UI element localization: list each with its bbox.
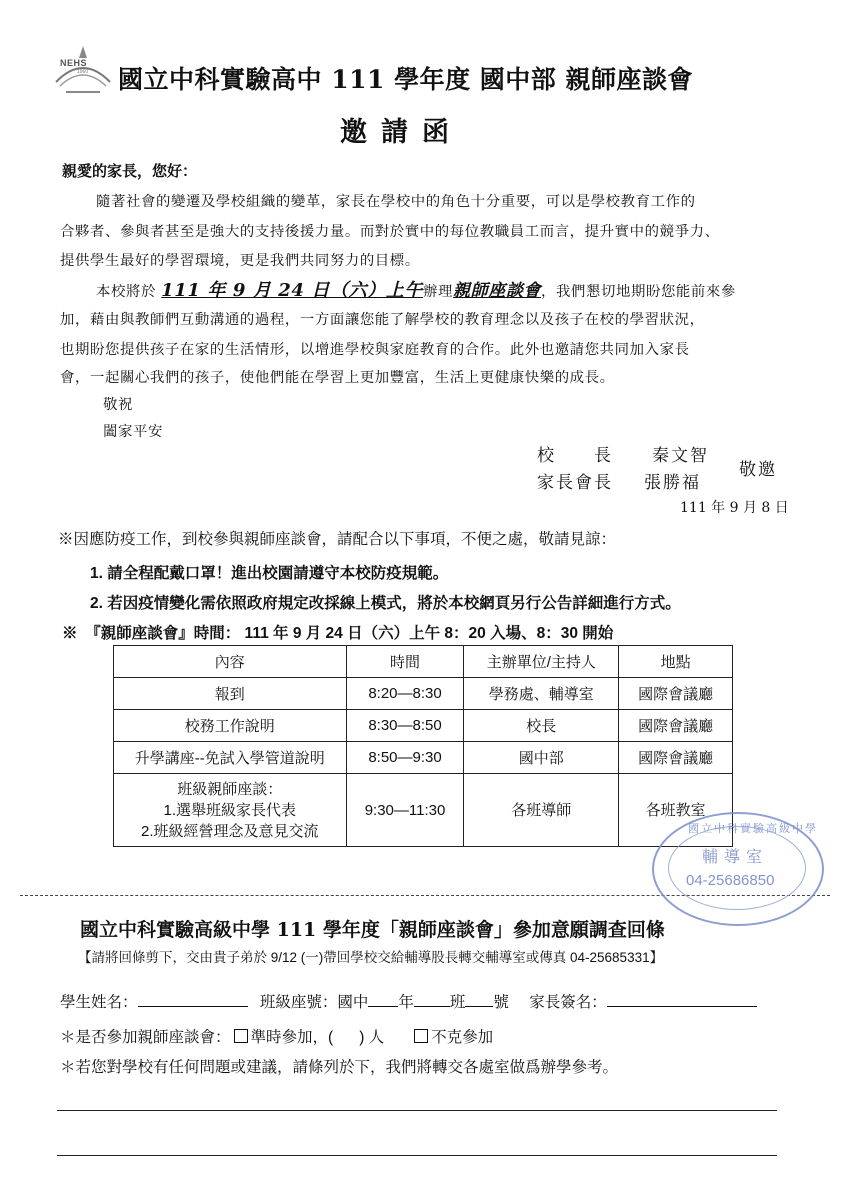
closing-line-2: 闔家平安 <box>103 424 163 440</box>
text-segment: 本校將於 <box>96 284 162 300</box>
signer-principal-name: 秦文智 <box>652 446 709 466</box>
table-cell: 各班導師 <box>464 774 619 847</box>
table-cell <box>114 774 347 847</box>
table-row <box>114 710 733 742</box>
attend-checkbox[interactable] <box>234 1029 248 1043</box>
suggestion-prompt: ＊若您對學校有任何問題或建議，請條列於下，我們將轉交各處室做爲辦學參考。 <box>60 1059 619 1076</box>
decline-checkbox[interactable] <box>414 1029 428 1043</box>
paragraph-line <box>96 276 736 302</box>
table-cell: 校長 <box>464 710 619 742</box>
header-cell: 時間 <box>346 646 464 678</box>
paragraph-line: 也期盼您提供孩子在家的生活情形，以增進學校與家庭教育的合作。此外也邀請您共同加入家長 <box>60 342 690 358</box>
attend-option: 準時參加，( <box>250 1029 334 1046</box>
cell-line: 1.選舉班級家長代表 <box>163 801 297 819</box>
office-stamp <box>652 812 824 926</box>
schedule-table <box>113 645 733 847</box>
table-cell: 學務處、輔導室 <box>464 678 619 710</box>
class-label: 班 <box>449 994 466 1011</box>
decline-option: 不克參加 <box>431 1029 494 1046</box>
grade-field[interactable] <box>368 992 398 1007</box>
form-note: 【請將回條剪下，交由貴子弟於 9/12 (一)帶回學校交給輔導股長轉交輔導室或傳真 04-25685331】 <box>78 950 664 965</box>
notice-item-1: 1. 請全程配戴口罩！進出校園請遵守本校防疫規範。 <box>90 565 449 582</box>
paragraph-line: 隨著社會的變遷及學校組織的變革，家長在學校中的角色十分重要，可以是學校教育工作的 <box>96 194 696 210</box>
logo-year: 1960 <box>77 69 89 75</box>
table-cell: 國際會議廳 <box>619 710 733 742</box>
table-cell: 各班教室 <box>619 774 733 847</box>
class-field[interactable] <box>414 992 450 1007</box>
text-segment: 辦理 <box>423 284 454 300</box>
table-cell: 9:30—11:30 <box>346 774 464 847</box>
table-cell: 8:20—8:30 <box>346 678 464 710</box>
table-cell: 報到 <box>114 678 347 710</box>
event-name: 親師座談會 <box>453 281 542 301</box>
table-cell: 國際會議廳 <box>619 678 733 710</box>
event-date: 111 年 9 月 24 日（六）上午 <box>161 280 424 301</box>
closing-line-1: 敬祝 <box>103 397 133 413</box>
greeting: 親愛的家長，您好： <box>62 162 198 180</box>
table-cell: 國中部 <box>464 742 619 774</box>
school-logo <box>52 44 114 104</box>
cell-line: 2.班級經營理念及意見交流 <box>141 822 319 840</box>
notice-item-2: 2. 若因疫情變化需依照政府規定改採線上模式，將於本校網頁另行公告詳細進行方式。 <box>90 595 681 612</box>
meeting-time: ※ 『親師座談會』時間： 111 年 9 月 24 日（六）上午 8：20 入場、8：30 開始 <box>62 625 614 642</box>
attendance-row <box>60 1025 493 1047</box>
paragraph-line: 提供學生最好的學習環境，更是我們共同努力的目標。 <box>60 253 420 269</box>
suggestion-line[interactable] <box>57 1155 777 1156</box>
page-title: 國立中科實驗高中 111 學年度 國中部 親師座談會 <box>118 65 694 94</box>
logo-text: NEHS <box>60 58 88 68</box>
table-cell: 國際會議廳 <box>619 742 733 774</box>
page-subtitle: 邀請函 <box>340 117 463 148</box>
stamp-school: 國立中科實驗高級中學 <box>688 822 818 835</box>
table-row <box>114 678 733 710</box>
paragraph-line: 合夥者、參與者甚至是強大的支持後援力量。而對於實中的每位教職員工而言，提升實中的競爭力、 <box>60 224 720 240</box>
class-seat-label: 班級座號：國中 <box>259 994 369 1011</box>
table-row <box>114 774 733 847</box>
notice-intro: ※因應防疫工作，到校參與親師座談會，請配合以下事項，不便之處，敬請見諒： <box>58 531 617 548</box>
table-cell: 8:50—9:30 <box>346 742 464 774</box>
header-cell: 內容 <box>114 646 347 678</box>
student-name-field[interactable] <box>138 992 248 1007</box>
parent-signature-field[interactable] <box>607 992 757 1007</box>
paragraph-line: 會，一起關心我們的孩子，使他們能在學習上更加豐富，生活上更健康快樂的成長。 <box>60 370 615 386</box>
parent-signature-label: 家長簽名： <box>529 994 607 1011</box>
header-cell: 主辦單位/主持人 <box>464 646 619 678</box>
student-name-label: 學生姓名： <box>60 994 138 1011</box>
suggestion-line[interactable] <box>57 1110 777 1111</box>
table-cell: 校務工作說明 <box>114 710 347 742</box>
respect-word: 敬邀 <box>739 460 777 480</box>
form-fields-row <box>60 990 757 1012</box>
stamp-office: 輔導室 <box>702 847 769 866</box>
signer-parent-name: 張勝福 <box>644 473 701 493</box>
year-label: 年 <box>398 994 414 1011</box>
signer-parent-title: 家長會長 <box>537 473 613 493</box>
table-row <box>114 742 733 774</box>
form-title: 國立中科實驗高級中學 111 學年度「親師座談會」參加意願調查回條 <box>80 919 665 941</box>
attendance-question: ＊是否參加親師座談會： <box>60 1029 231 1046</box>
attend-count-suffix: ) 人 <box>359 1029 385 1046</box>
text-segment: ，我們懇切地期盼您能前來參 <box>541 284 736 300</box>
table-cell: 8:30—8:50 <box>346 710 464 742</box>
table-cell: 升學講座--免試入學管道說明 <box>114 742 347 774</box>
cell-line: 班級親師座談： <box>177 780 283 798</box>
stamp-phone: 04-25686850 <box>686 872 775 889</box>
letter-date: 111 年 9 月 8 日 <box>680 500 789 516</box>
paragraph-line: 加，藉由與教師們互動溝通的過程，一方面讓您能了解學校的教育理念以及孩子在校的學習狀況， <box>60 312 705 328</box>
table-header-row <box>114 646 733 678</box>
stamp-ring <box>668 826 806 910</box>
seat-label: 號 <box>493 994 509 1011</box>
header-cell: 地點 <box>619 646 733 678</box>
signer-principal-title: 校 長 <box>537 446 613 466</box>
seat-field[interactable] <box>465 992 493 1007</box>
